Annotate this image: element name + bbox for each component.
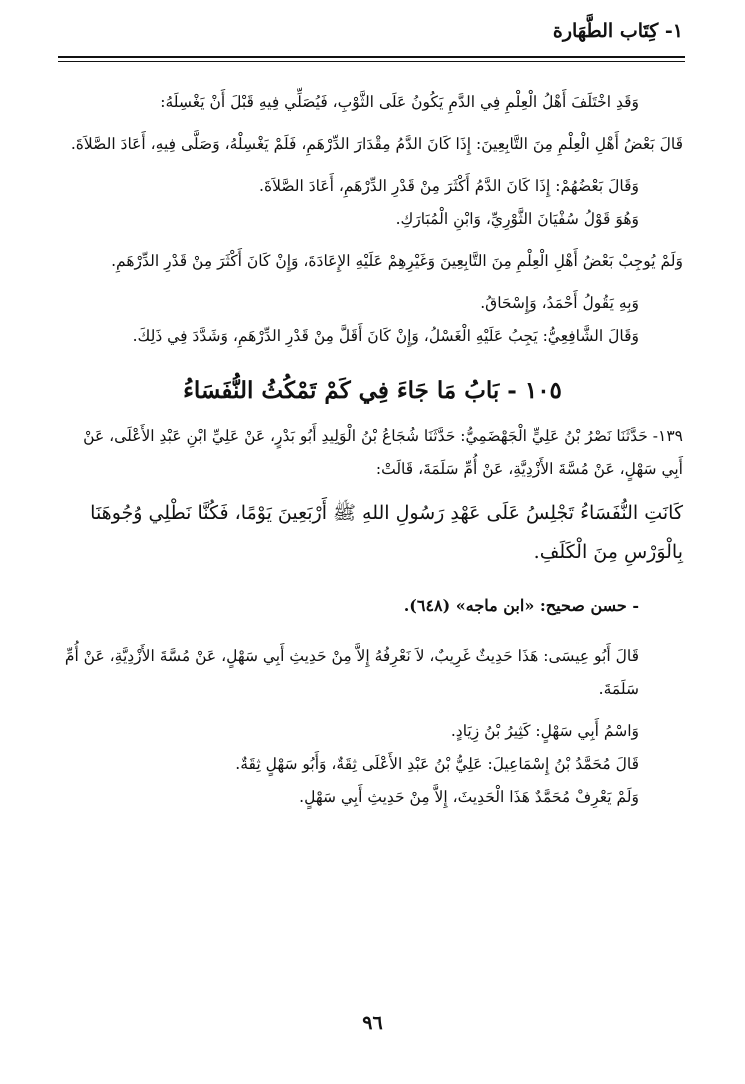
page-number: ٩٦ [362, 1012, 383, 1034]
header-rule-thick [58, 56, 685, 58]
paragraph-others-said: وَقَالَ بَعْضُهُمْ: إِذَا كَانَ الدَّمُ أَكْثَرَ مِنْ قَدْرِ الدِّرْهَمِ، أَعَادَ الصَّلاَةَ. [259, 177, 639, 195]
hadith-isnad: ١٣٩- حَدَّثَنَا نَصْرُ بْنُ عَلِيٍّ الْجَهْضَمِيُّ: حَدَّثَنَا شُجَاعُ بْنُ الْوَلِيدِ أَبُو بَدْرٍ، عَنْ عَلِيِّ ابْنِ عَبْدِ الأَعْلَى، عَنْ أَبِي سَهْلٍ، عَنْ مُسَّةَ الأَزْدِيَّةِ، عَنْ أُمِّ سَلَمَةَ، قَالَتْ: [83, 427, 683, 478]
page-body [62, 86, 683, 814]
chapter-heading: ١٠٥ - بَابُ مَا جَاءَ فِي كَمْ تَمْكُثُ النُّفَسَاءُ [183, 377, 562, 404]
paragraph-ahmad-ishaq: وَبِهِ يَقُولُ أَحْمَدُ، وَإِسْحَاقُ. [480, 294, 639, 312]
paragraph-disagreement: وَقَدِ اخْتَلَفَ أَهْلُ الْعِلْمِ فِي الدَّمِ يَكُونُ عَلَى الثَّوْبِ، فَيُصَلِّي فِيهِ قَبْلَ أَنْ يَغْسِلَهُ: [160, 93, 639, 111]
paragraph-shafii: وَقَالَ الشَّافِعِيُّ: يَجِبُ عَلَيْهِ الْغَسْلُ، وَإِنْ كَانَ أَقَلَّ مِنْ قَدْرِ الدِّرْهَمِ، وَشَدَّدَ فِي ذَلِكَ. [132, 327, 639, 345]
paragraph-no-repeat: وَلَمْ يُوجِبْ بَعْضُ أَهْلِ الْعِلْمِ مِنَ التَّابِعِينَ وَغَيْرِهِمْ عَلَيْهِ الإِعَادَةَ، وَإِنْ كَانَ أَكْثَرَ مِنْ قَدْرِ الدِّرْهَمِ. [111, 252, 683, 270]
hadith-matn: كَانَتِ النُّفَسَاءُ تَجْلِسُ عَلَى عَهْدِ رَسُولِ اللهِ ﷺ أَرْبَعِينَ يَوْمًا، فَكُنَّا نَطْلِي وُجُوهَنَا بِالْوَرْسِ مِنَ الْكَلَفِ. [90, 502, 683, 563]
hadith-grade: - حسن صحيح: «ابن ماجه» (٦٤٨). [403, 596, 639, 615]
commentary-abu-isa: قَالَ أَبُو عِيسَى: هَذَا حَدِيثٌ غَرِيبٌ، لاَ نَعْرِفُهُ إِلاَّ مِنْ حَدِيثِ أَبِي سَهْلٍ، عَنْ مُسَّةَ الأَزْدِيَّةِ، عَنْ أُمِّ سَلَمَةَ. [64, 647, 639, 698]
paragraph-some-tabiin: قَالَ بَعْضُ أَهْلِ الْعِلْمِ مِنَ التَّابِعِينَ: إِذَا كَانَ الدَّمُ مِقْدَارَ الدِّرْهَمِ، فَلَمْ يَغْسِلْهُ، وَصَلَّى فِيهِ، أَعَادَ الصَّلاَةَ. [70, 135, 683, 153]
running-head: ١- كِتَاب الطَّهَارة [552, 20, 683, 42]
commentary-name: وَاسْمُ أَبِي سَهْلٍ: كَثِيرُ بْنُ زِيَادٍ. [450, 722, 639, 740]
commentary-bukhari: قَالَ مُحَمَّدُ بْنُ إِسْمَاعِيلَ: عَلِيُّ بْنُ عَبْدِ الأَعْلَى ثِقَةٌ، وَأَبُو سَهْلٍ ثِقَةٌ. [235, 755, 639, 773]
paragraph-thawri: وَهُوَ قَوْلُ سُفْيَانَ الثَّوْرِيِّ، وَابْنِ الْمُبَارَكِ. [395, 210, 639, 228]
header-rule-thin [58, 61, 685, 62]
commentary-unknown: وَلَمْ يَعْرِفْ مُحَمَّدٌ هَذَا الْحَدِيثَ، إِلاَّ مِنْ حَدِيثِ أَبِي سَهْلٍ. [299, 788, 639, 806]
